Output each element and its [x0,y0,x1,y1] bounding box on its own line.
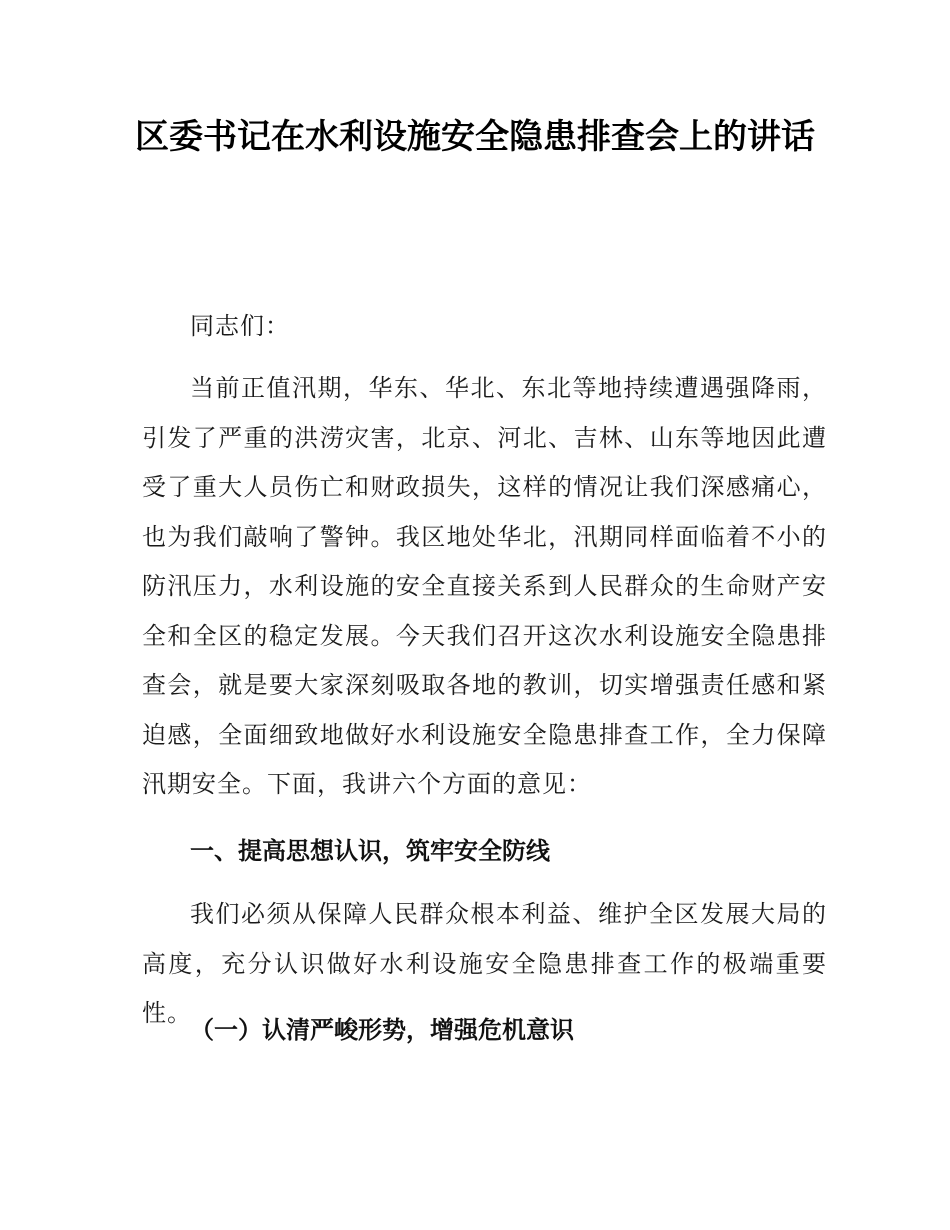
section-1-paragraph: 我们必须从保障人民群众根本利益、维护全区发展大局的高度，充分认识做好水利设施安全隐患排查工作的极端重要性。 [142,900,827,1027]
intro-paragraph: 当前正值汛期，华东、华北、东北等地持续遭遇强降雨，引发了严重的洪涝灾害，北京、河北、吉林、山东等地因此遭受了重大人员伤亡和财政损失，这样的情况让我们深感痛心，也为我们敲响了警钟。我区地处华北，汛期同样面临着不小的防汛压力，水利设施的安全直接关系到人民群众的生命财产安全和全区的稳定发展。今天我们召开这次水利设施安全隐患排查会，就是要大家深刻吸取各地的教训，切实增强责任感和紧迫感，全面细致地做好水利设施安全隐患排查工作，全力保障汛期安全。下面，我讲六个方面的意见： [142,374,827,798]
document-title: 区委书记在水利设施安全隐患排查会上的讲话 [135,117,815,157]
salutation: 同志们： [190,312,290,340]
subsection-1-heading: （一）认清严峻形势，增强危机意识 [190,1016,574,1044]
section-1-heading: 一、提高思想认识，筑牢安全防线 [190,837,550,865]
